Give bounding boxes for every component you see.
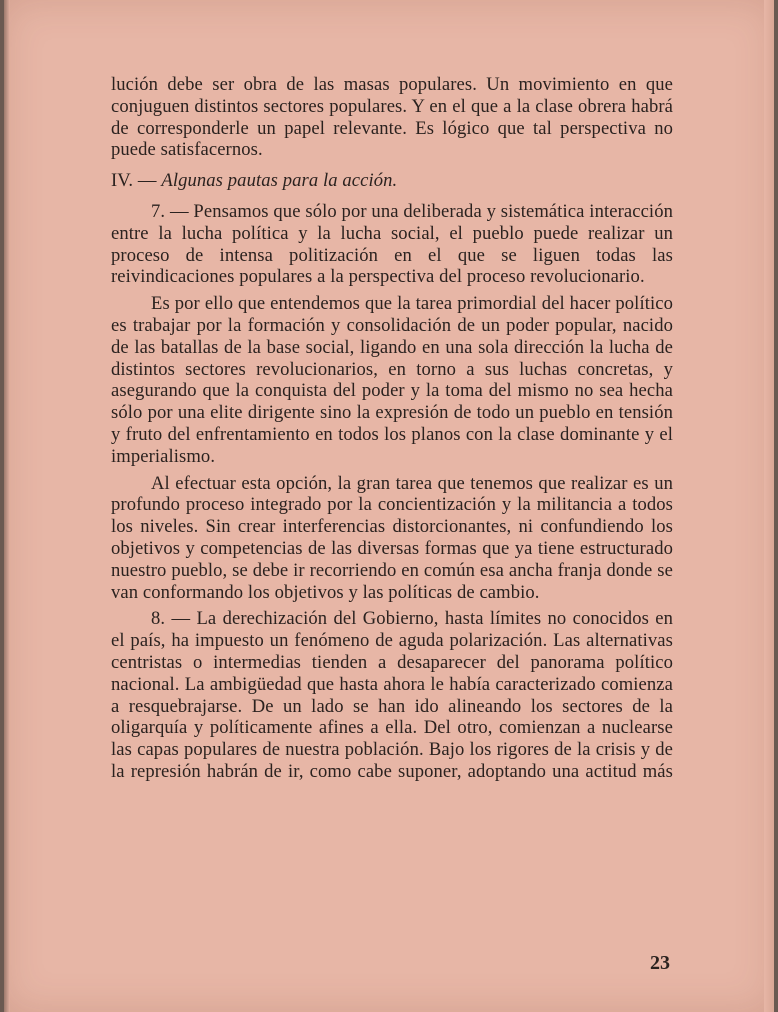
paragraph-7b: Es por ello que entendemos que la tarea primordial del hacer político es trabajar por la formación y consolidación de un poder popular, nacido de las batallas de la base social, ligando en una sola dirección la lucha de distintos sectores revolucionarios, en torno a sus luchas concretas, y asegurando que la conquista del poder y la toma del mismo no sea hecha sólo por una elite dirigente sino la expresión de todo un pueblo en tensión y fruto del enfrentamiento en todos los planos con la clase dominante y el imperialismo. (111, 293, 673, 467)
book-page (4, 0, 774, 1012)
page-number: 23 (650, 952, 670, 974)
paragraph-7: 7. — Pensamos que sólo por una deliberada y sistemática interacción entre la lucha política y la lucha social, el pueblo puede realizar un proceso de intensa politización en el que se liguen todas las reivindicaciones populares a la perspectiva del proceso revolucionario. (111, 200, 673, 288)
page-text-block (111, 74, 673, 783)
section-title: Algunas pautas para la acción. (161, 170, 398, 192)
paragraph-8: 8. — La derechización del Gobierno, hasta límites no conocidos en el país, ha impuesto un fenómeno de aguda polarización. Las alternativas centristas o intermedias tienden a desaparecer del panorama político nacional. La ambigüedad que hasta ahora le había caracterizado comienza a resquebrajarse. De un lado se han ido alineando los sectores de la oligarquía y políticamente afines a ella. Del otro, comienzan a nuclearse las capas populares de nuestra población. Bajo los rigores de la crisis y de la represión habrán de ir, como cabe suponer, adoptando una actitud más (111, 608, 673, 782)
page-right-edge (764, 0, 774, 1012)
paragraph-7c: Al efectuar esta opción, la gran tarea que tenemos que realizar es un profundo proceso integrado por la concientización y la militancia a todos los niveles. Sin crear interferencias distorcionantes, ni confundiendo los objetivos y competencias de las diversas formas que ya tiene estructurado nuestro pueblo, se debe ir recorriendo en común esa ancha franja donde se van conformando los objetivos y las políticas de cambio. (111, 472, 673, 603)
page-left-edge (4, 0, 10, 1012)
section-number: IV. — (111, 170, 157, 192)
paragraph-continuation: lución debe ser obra de las masas populares. Un movimiento en que conjuguen distintos sectores populares. Y en el que a la clase obrera habrá de corresponderle un papel relevante. Es lógico que tal perspectiva no puede satisfacernos. (111, 74, 673, 161)
section-heading (111, 170, 673, 192)
